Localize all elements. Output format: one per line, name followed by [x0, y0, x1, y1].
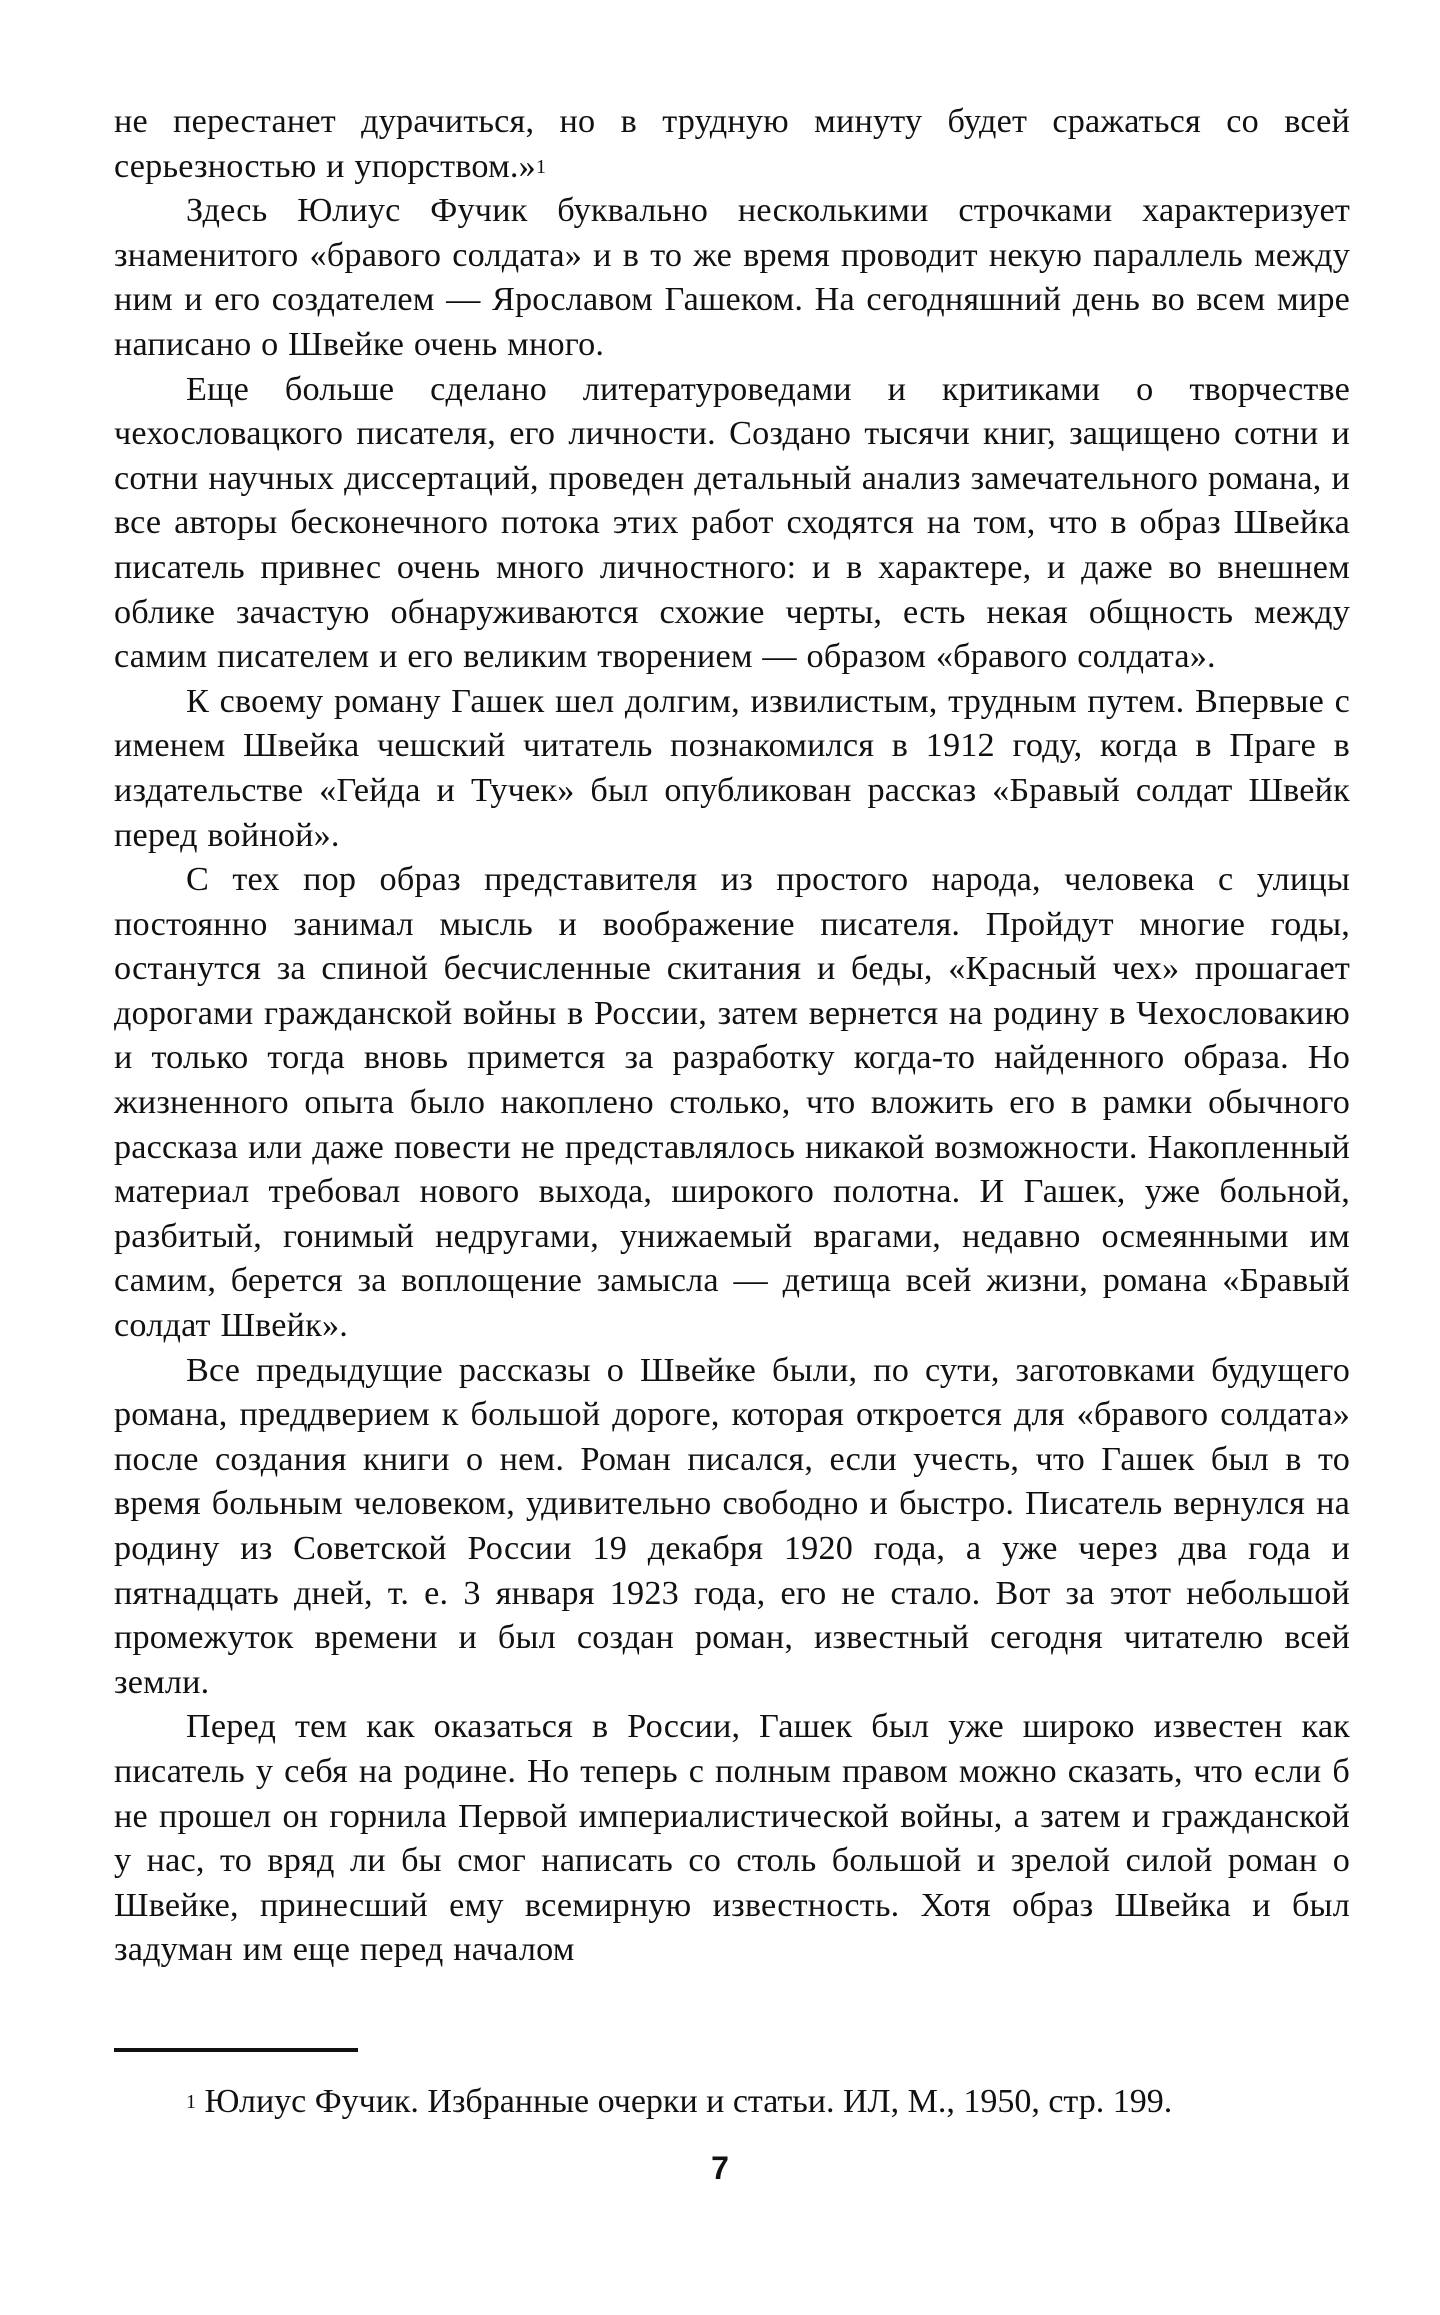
page-number: 7 — [711, 2150, 729, 2186]
paragraph-3: Еще больше сделано литературоведами и критиками о творчестве чехословацкого писателя, его личности. Создано тысячи книг, защищено сотни и сотни научных диссертаций, проведен детальный анализ замечательного романа, и все авторы бесконечного потока этих работ сходятся на том, что в образ Швейка писатель привнес очень много личностного: и в характере, и даже во внешнем облике зачастую обнаруживаются схожие черты, есть некая общность между самим писателем и его великим творением — образом «бравого солдата». — [114, 370, 1350, 676]
paragraph-5: С тех пор образ представителя из простого народа, человека с улицы постоянно занимал мысль и воображение писателя. Пройдут многие годы, останутся за спиной бесчисленные скитания и беды, «Красный чех» прошагает дорогами гражданской войны в России, затем вернется на родину в Чехословакию и только тогда вновь примется за разработку когда-то найденного образа. Но жизненного опыта было накоплено столько, что вложить его в рамки обычного рассказа или даже повести не представлялось никакой возможности. Накопленный материал требовал нового выхода, широкого полотна. И Гашек, уже больной, разбитый, гонимый недругами, унижаемый врагами, недавно осмеянными им самим, берется за воплощение замысла — детища всей жизни, романа «Бравый солдат Швейк». — [114, 861, 1350, 1345]
paragraph-4: К своему роману Гашек шел долгим, извилистым, трудным путем. Впервые с именем Швейка чешский читатель познакомился в 1912 году, когда в Праге в издательстве «Гейда и Тучек» был опубликован рассказ «Бравый солдат Швейк перед войной». — [114, 682, 1350, 854]
paragraph-2: Здесь Юлиус Фучик буквально несколькими строчками характеризует знаменитого «бравого солдата» и в то же время проводит некую параллель между ним и его создателем — Ярославом Гашеком. На сегодняшний день во всем мире написано о Швейке очень много. — [114, 192, 1350, 363]
paragraph-1-text: не перестанет дурачиться, но в трудную минуту будет сражаться со всей серьезностью и упорством.» — [114, 103, 1350, 185]
paragraph-1 — [114, 100, 1350, 189]
footnote-reference: 1 — [535, 155, 547, 178]
paragraph-6: Все предыдущие рассказы о Швейке были, по сути, заготовками будущего романа, преддверием к большой дороге, которая откроется для «бравого солдата» после создания книги о нем. Роман писался, если учесть, что Гашек был в то время больным человеком, удивительно свободно и быстро. Писатель вернулся на родину из Советской России 19 декабря 1920 года, а уже через два года и пятнадцать дней, т. е. 3 января 1923 года, его не стало. Вот за этот небольшой промежуток времени и был создан роман, известный сегодня читателю всей земли. — [114, 1351, 1350, 1701]
footnote-divider — [114, 2048, 358, 2052]
footnote-marker: 1 — [186, 2091, 196, 2113]
book-page-body — [114, 100, 1350, 1973]
footnote — [186, 2080, 1366, 2124]
paragraph-7: Перед тем как оказаться в России, Гашек был уже широко известен как писатель у себя на родине. Но теперь с полным правом можно сказать, что если б не прошел он горнила Первой империалистической войны, а затем и гражданской у нас, то вряд ли бы смог написать со столь большой и зрелой силой роман о Швейке, принесший ему всемирную известность. Хотя образ Швейка и был задуман им еще перед началом — [114, 1708, 1350, 1969]
footnote-text: Юлиус Фучик. Избранные очерки и статьи. ИЛ, М., 1950, стр. 199. — [204, 2083, 1173, 2120]
